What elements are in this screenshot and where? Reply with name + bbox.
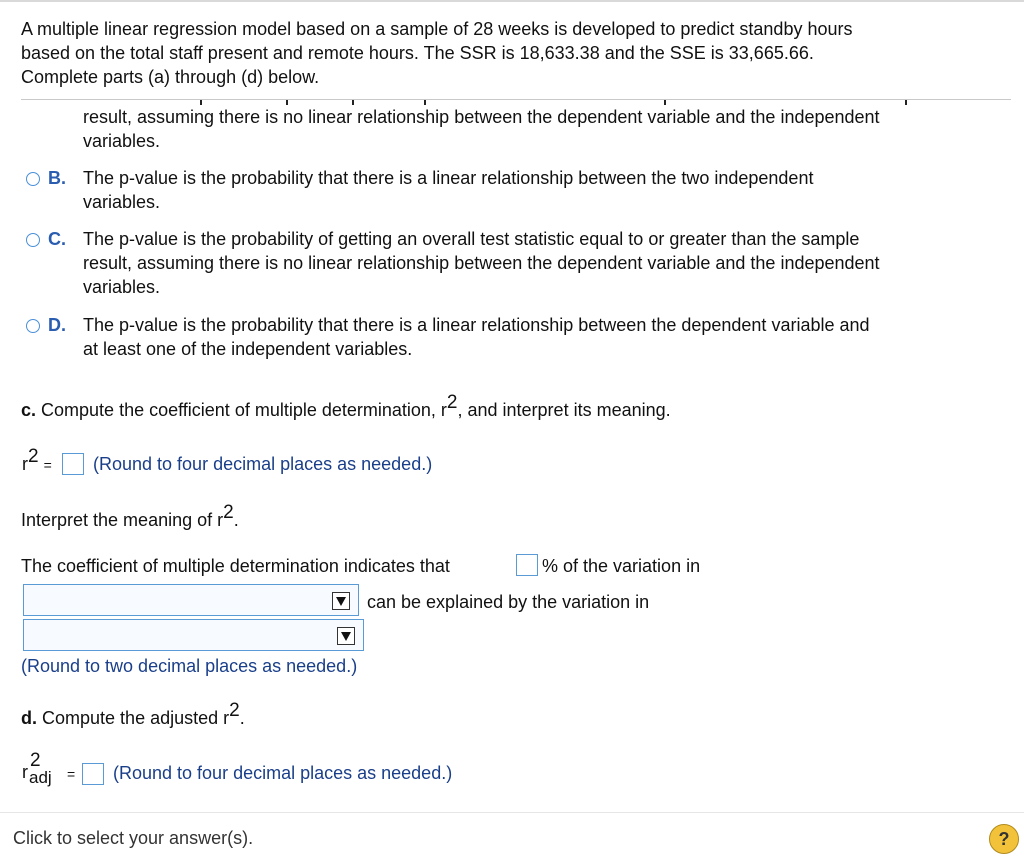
option-line: at least one of the independent variables. <box>83 339 413 359</box>
option-d-text[interactable] <box>83 313 1003 361</box>
r-symbol: r <box>22 454 28 474</box>
r-adj-input[interactable] <box>82 763 104 785</box>
footer-divider <box>0 812 1024 813</box>
help-button[interactable]: ? <box>989 824 1019 854</box>
option-a-text[interactable] <box>83 105 1003 153</box>
option-c-letter[interactable]: C. <box>48 229 66 249</box>
answer-scroll-area[interactable] <box>0 100 1024 812</box>
footer-instruction: Click to select your answer(s). <box>13 828 254 848</box>
option-line: result, assuming there is no linear relationship between the dependent variable and the independent <box>83 107 880 127</box>
option-line: variables. <box>83 192 161 212</box>
equals-sign: = <box>43 457 52 473</box>
top-rule <box>0 0 1024 2</box>
superscript-2: 2 <box>30 750 41 771</box>
part-c-prompt <box>21 392 671 423</box>
question-line: Complete parts (a) through (d) below. <box>21 67 320 87</box>
part-d-prompt <box>21 700 245 731</box>
independent-variables-dropdown[interactable] <box>23 619 364 651</box>
option-line: variables. <box>83 277 161 297</box>
round-hint-two: (Round to two decimal places as needed.) <box>21 656 358 676</box>
part-d-prompt-tail: . <box>239 708 245 728</box>
round-hint: (Round to four decimal places as needed.) <box>93 454 433 474</box>
superscript-2: 2 <box>446 392 458 413</box>
round-hint-adj: (Round to four decimal places as needed.) <box>113 763 453 783</box>
r-adj-label <box>22 750 82 793</box>
option-b-letter[interactable]: B. <box>48 168 66 188</box>
sentence-explained: can be explained by the variation in <box>367 592 650 612</box>
dropdown-arrow-icon[interactable] <box>332 592 350 610</box>
sentence-start: The coefficient of multiple determination indicates that <box>21 556 450 576</box>
r-symbol: r <box>22 762 28 782</box>
superscript-2: 2 <box>223 502 234 523</box>
part-c-label: c. <box>21 400 37 420</box>
interpret-text: Interpret the meaning of r <box>21 510 224 530</box>
superscript-2: 2 <box>229 700 240 721</box>
percent-input[interactable] <box>516 554 538 576</box>
interpret-tail: . <box>233 510 239 530</box>
option-b-radio[interactable] <box>26 172 40 186</box>
option-line: result, assuming there is no linear relationship between the dependent variable and the independent <box>83 253 880 273</box>
option-line: variables. <box>83 131 161 151</box>
r-squared-label <box>22 446 52 477</box>
adj-subscript: adj <box>29 768 52 787</box>
part-c-prompt-tail: , and interpret its meaning. <box>457 400 671 420</box>
interpret-prompt <box>21 502 239 533</box>
sentence-mid: % of the variation in <box>542 556 701 576</box>
question-text <box>21 17 1011 89</box>
option-line: The p-value is the probability that there is a linear relationship between the two independent <box>83 168 814 188</box>
part-d-prompt-text: Compute the adjusted r <box>42 708 230 728</box>
option-line: The p-value is the probability of getting an overall test statistic equal to or greater than the sample <box>83 229 860 249</box>
option-line: The p-value is the probability that there is a linear relationship between the dependent variable and <box>83 315 870 335</box>
part-d-label: d. <box>21 708 37 728</box>
equals-sign: = <box>67 766 76 782</box>
dependent-variable-dropdown[interactable] <box>23 584 359 616</box>
option-d-letter[interactable]: D. <box>48 315 66 335</box>
r-squared-input[interactable] <box>62 453 84 475</box>
option-b-text[interactable] <box>83 166 1003 214</box>
option-d-radio[interactable] <box>26 319 40 333</box>
option-c-text[interactable] <box>83 227 1003 299</box>
question-line: based on the total staff present and remote hours. The SSR is 18,633.38 and the SSE is 33,665.66. <box>21 43 814 63</box>
superscript-2: 2 <box>28 446 39 467</box>
question-line: A multiple linear regression model based on a sample of 28 weeks is developed to predict standby hours <box>21 19 853 39</box>
option-c-radio[interactable] <box>26 233 40 247</box>
part-c-prompt-text: Compute the coefficient of multiple determination, r <box>41 400 447 420</box>
dropdown-arrow-icon[interactable] <box>337 627 355 645</box>
